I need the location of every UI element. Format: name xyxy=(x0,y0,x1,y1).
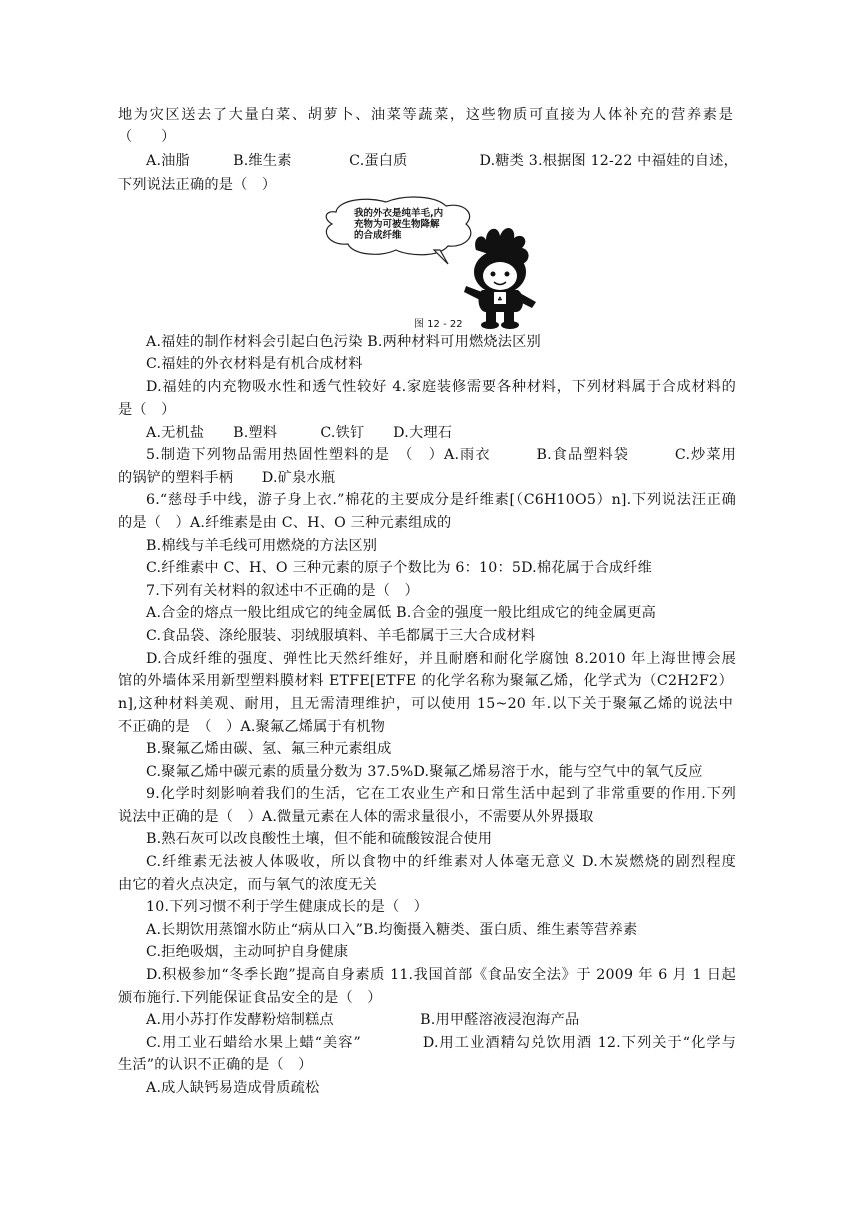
text-line: A.长期饮用蒸馏水防止“病从口入”B.均衡摄入糖类、蛋白质、维生素等营养素 xyxy=(146,922,638,938)
text-line: 的是（ ）A.纤维素是由 C、H、O 三种元素组成的 xyxy=(118,515,452,531)
text-line: 生活”的认识不正确的是（ ） xyxy=(118,1057,313,1073)
text-line: 的锅铲的塑料手柄 D.矿泉水瓶 xyxy=(118,470,336,486)
text-line: B.熟石灰可以改良酸性土壤，但不能和硫酸铵混合使用 xyxy=(146,831,493,847)
fuwa-figure xyxy=(316,194,556,334)
text-line: C.食品袋、涤纶服装、羽绒服填料、羊毛都属于三大合成材料 xyxy=(146,628,536,644)
text-line: D.合成纤维的强度、弹性比天然纤维好，并且耐磨和耐化学腐蚀 8.2010 年上海世博会展 xyxy=(146,651,736,667)
text-line: A.油脂 B.维生素 C.蛋白质 D.糖类 3.根据图 12-22 中福娃的自述， xyxy=(146,153,738,169)
text-line: C.聚氟乙烯中碳元素的质量分数为 37.5%D.聚氟乙烯易溶于水，能与空气中的氧气反应 xyxy=(146,764,703,780)
text-line: 颁布施行.下列能保证食品安全的是（ ） xyxy=(118,990,382,1006)
text-line: A.福娃的制作材料会引起白色污染 B.两种材料可用燃烧法区别 xyxy=(146,334,541,350)
text-line: 由它的着火点决定，而与氧气的浓度无关 xyxy=(118,877,377,893)
figure-caption: 图 12 - 22 xyxy=(414,319,463,330)
text-line: 9.化学时刻影响着我们的生活，它在工农业生产和日常生活中起到了非常重要的作用.下列 xyxy=(146,786,736,802)
text-line: A.成人缺钙易造成骨质疏松 xyxy=(146,1080,320,1096)
text-line: C.拒绝吸烟，主动呵护自身健康 xyxy=(146,944,349,960)
text-line: 地为灾区送去了大量白菜、胡萝卜、油菜等蔬菜，这些物质可直接为人体补充的营养素是 xyxy=(118,107,733,123)
text-line: 5.制造下列物品需用热固性塑料的是 （ ）A.雨衣 B.食品塑料袋 C.炒菜用 xyxy=(146,447,736,463)
text-line: C.福娃的外衣材料是有机合成材料 xyxy=(146,356,363,372)
text-line: 说法中正确的是（ ）A.微量元素在人体的需求量很小，不需要从外界摄取 xyxy=(118,809,594,825)
text-line: 7.下列有关材料的叙述中不正确的是（ ） xyxy=(146,583,419,599)
text-line: C.纤维素无法被人体吸收，所以食物中的纤维素对人体毫无意义 D.木炭燃烧的剧烈程度 xyxy=(146,854,736,870)
text-line: 下列说法正确的是（ ） xyxy=(118,177,277,193)
text-line: 馆的外墙体采用新型塑料膜材料 ETFE[ETFE 的化学名称为聚氟乙烯，化学式为（C2H2F2） xyxy=(118,673,733,689)
text-line: 6.“慈母手中线，游子身上衣.”棉花的主要成分是纤维素[（C6H10O5）n].下列说法汪正确 xyxy=(146,492,736,508)
text-line: D.福娃的内充物吸水性和透气性较好 4.家庭装修需要各种材料，下列材料属于合成材料的 xyxy=(146,379,736,395)
text-line: A.用小苏打作发酵粉焙制糕点 B.用甲醛溶液浸泡海产品 xyxy=(146,1012,580,1028)
text-line: 10.下列习惯不利于学生健康成长的是（ ） xyxy=(146,899,429,915)
speech-line: 的合成纤维 xyxy=(354,230,402,241)
text-line: D.积极参加“冬季长跑”提高自身素质 11.我国首部《食品安全法》于 2009 年 6 月 1 日起 xyxy=(146,967,736,983)
text-line: A.无机盐 B.塑料 C.铁钉 D.大理石 xyxy=(146,425,453,441)
svg-text:♣: ♣ xyxy=(497,296,503,303)
text-line: 不正确的是 （ ）A.聚氟乙烯属于有机物 xyxy=(118,719,386,735)
text-line: C.纤维素中 C、H、O 三种元素的原子个数比为 6：10：5D.棉花属于合成纤维 xyxy=(146,560,652,576)
speech-bubble-text xyxy=(354,208,443,241)
text-line: （ ） xyxy=(118,129,176,145)
text-line: 是（ ） xyxy=(118,402,176,418)
text-line: n],这种材料美观、耐用，且无需清理维护，可以使用 15~20 年.以下关于聚氟乙烯的说法中 xyxy=(118,696,733,712)
text-line: C.用工业石蜡给水果上蜡“美容” D.用工业酒精勾兑饮用酒 12.下列关于“化学与 xyxy=(146,1035,736,1051)
text-line: B.聚氟乙烯由碳、氢、氟三种元素组成 xyxy=(146,741,392,757)
text-line: B.棉线与羊毛线可用燃烧的方法区别 xyxy=(146,538,378,554)
speech-line: 充物为可被生物降解 xyxy=(354,219,440,230)
text-line: A.合金的熔点一般比组成它的纯金属低 B.合金的强度一般比组成它的纯金属更高 xyxy=(146,605,656,621)
speech-line: 我的外衣是纯羊毛,内 xyxy=(354,208,444,219)
